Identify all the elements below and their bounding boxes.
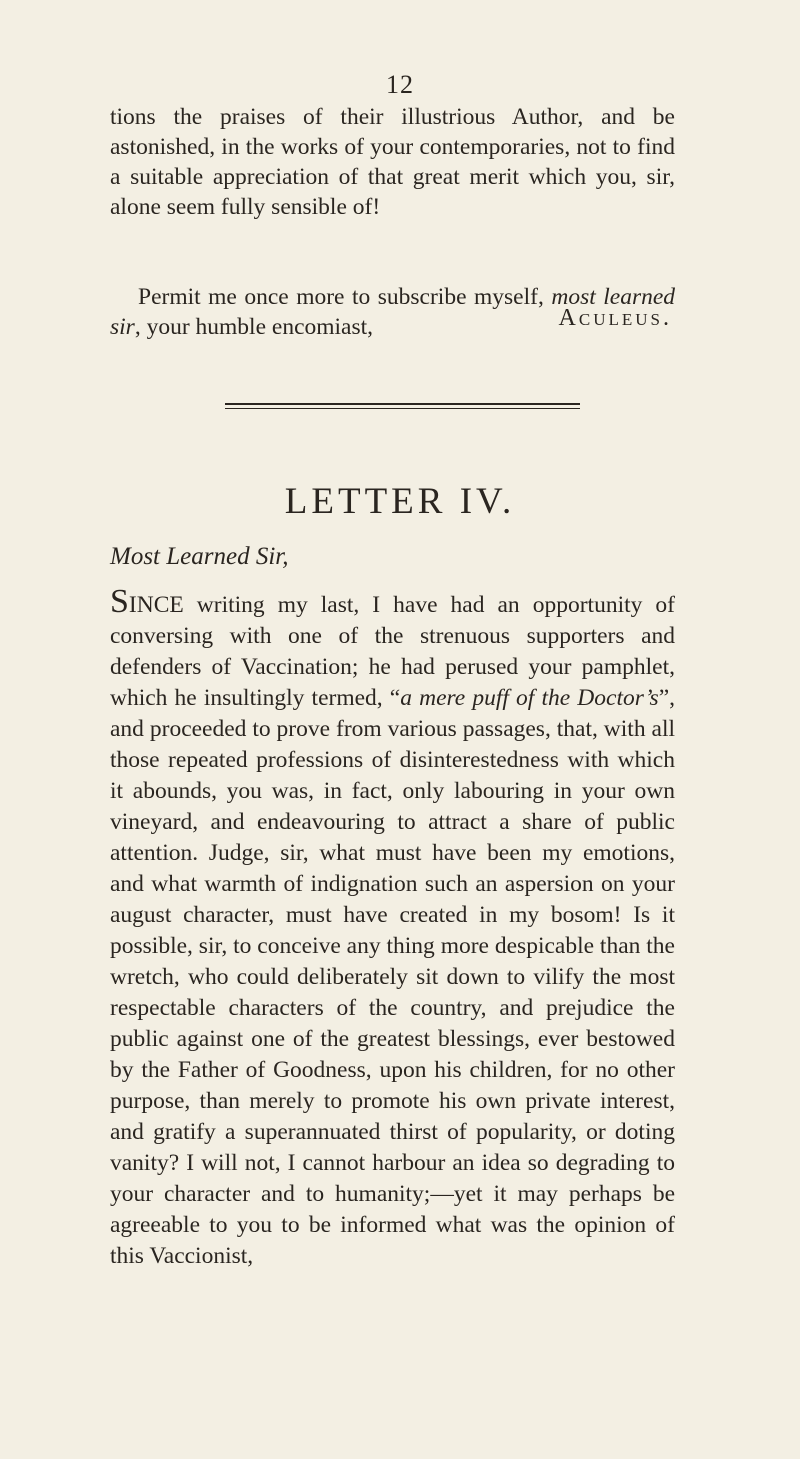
continuation-paragraph: tions the praises of their illustrious Author, and be astonished, in the works of your contemporaries, not to find a suitable appreciation of that great merit which you, sir, alone seem fully sensible of! <box>110 104 675 220</box>
salutation: Most Learned Sir, <box>110 543 289 570</box>
section-divider <box>225 403 580 409</box>
drop-cap: S <box>110 583 129 620</box>
signature: Aculeus. <box>558 305 672 331</box>
letter-heading: LETTER IV. <box>284 481 516 522</box>
letter-emphasis: a mere puff of the Doctor’s <box>400 685 659 711</box>
closing-tail: , your humble encomiast, <box>134 314 374 340</box>
closing-emphasis: most learned sir <box>110 284 676 340</box>
closing-lead: Permit me once more to subscribe myself, <box>138 284 544 310</box>
page-number: 12 <box>386 70 414 99</box>
letter-text-part1: INCE writing my last, I have had an opportunity of conversing with one of the strenuous supporters and defenders of Vaccination; he had perused your pamphlet, which he insultingly termed, “ <box>110 592 675 711</box>
letter-body <box>110 583 675 1272</box>
letter-text-part2: ”, and proceeded to prove from various passages, that, with all those repeated professions of disinterestedness with which it abounds, you was, in fact, only labouring in your own vineyard, and endeavouring to attract a share of public attention. Judge, sir, what must have been my emotions, and what warmth of indignation such an aspersion on your august character, must have created in my bosom! Is it possible, sir, to conceive any thing more despicable than the wretch, who could deliberately sit down to vilify the most respectable characters of the country, and prejudice the public against one of the greatest blessings, ever bestowed by the Father of Goodness, upon his children, for no other purpose, than merely to promote his own private interest, and gratify a superannuated thirst of popularity, or doting vanity? I will not, I cannot harbour an idea so degrading to your character and to humanity;—yet it may perhaps be agreeable to you to be informed what was the opinion of this Vaccionist, <box>110 685 675 1269</box>
